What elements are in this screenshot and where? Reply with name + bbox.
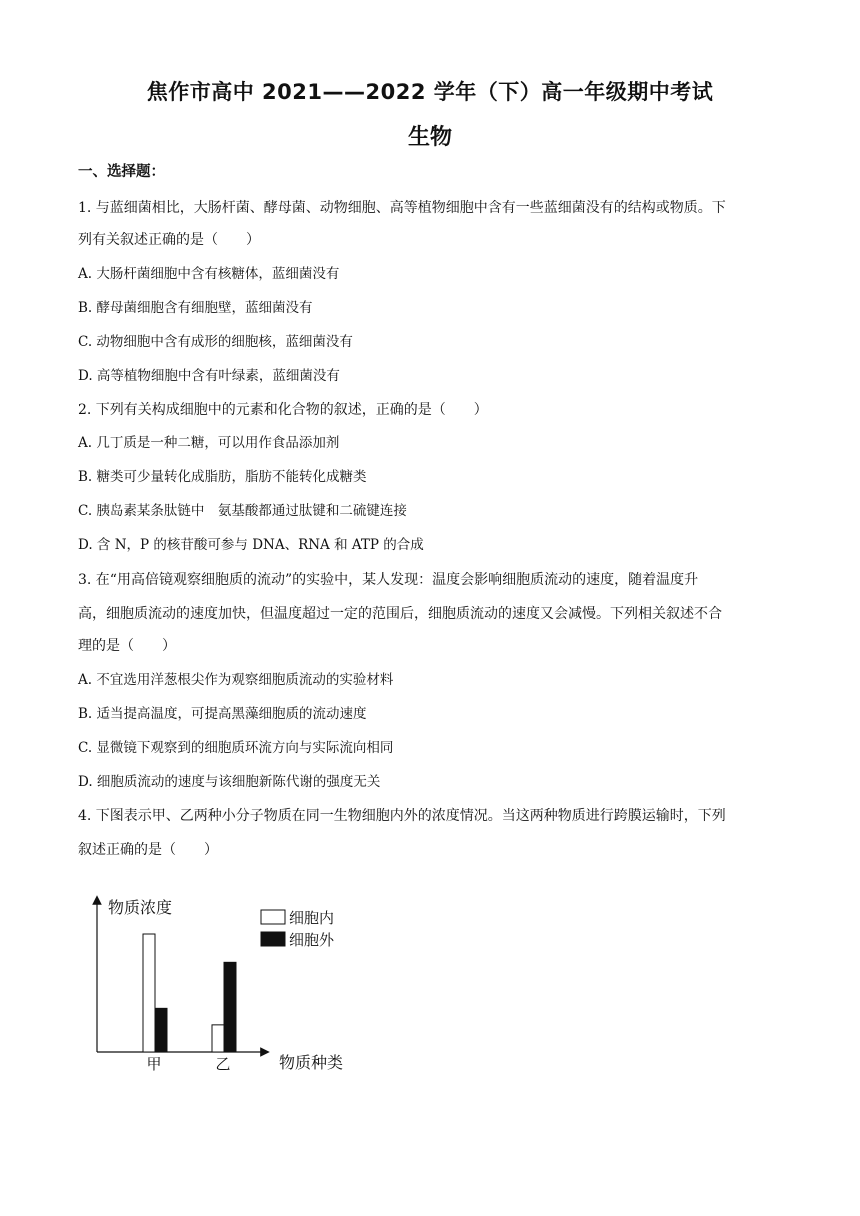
question-1-option-b: B. 酵母菌细胞含有细胞壁，蓝细菌没有 <box>78 300 313 316</box>
bar-甲-细胞内 <box>143 934 155 1052</box>
question-3-option-c: C. 显微镜下观察到的细胞质环流方向与实际流向相同 <box>78 740 394 756</box>
bar-甲-细胞外 <box>155 1008 167 1052</box>
question-2-option-d: D. 含 N，P 的核苷酸可参与 DNA、RNA 和 ATP 的合成 <box>78 537 424 553</box>
question-2-option-a: A. 几丁质是一种二糖，可以用作食品添加剂 <box>78 435 340 451</box>
subject-title: 生物 <box>407 125 452 150</box>
question-3-option-a: A. 不宜选用洋葱根尖作为观察细胞质流动的实验材料 <box>78 672 394 688</box>
question-4-stem-line-1: 4. 下图表示甲、乙两种小分子物质在同一生物细胞内外的浓度情况。当这两种物质进行跨膜运输时，下列 <box>78 808 726 824</box>
question-2-option-c: C. 胰岛素某条肽链中 氨基酸都通过肽键和二硫键连接 <box>78 503 407 519</box>
category-label: 甲 <box>146 1055 162 1073</box>
legend-label: 细胞内 <box>289 909 335 927</box>
question-3-option-d: D. 细胞质流动的速度与该细胞新陈代谢的强度无关 <box>78 774 381 790</box>
question-4-stem-line-2: 叙述正确的是（ ） <box>78 842 218 858</box>
x-axis-label: 物质种类 <box>279 1053 344 1072</box>
question-3-option-b: B. 适当提高温度，可提高黑藻细胞质的流动速度 <box>78 706 367 722</box>
section-heading: 一、选择题： <box>78 164 165 180</box>
question-1-stem-line-2: 列有关叙述正确的是（ ） <box>78 232 260 248</box>
question-1-option-c: C. 动物细胞中含有成形的细胞核，蓝细菌没有 <box>78 334 353 350</box>
question-1-option-a: A. 大肠杆菌细胞中含有核糖体，蓝细菌没有 <box>78 266 340 282</box>
bar-乙-细胞外 <box>224 962 236 1052</box>
y-axis-label: 物质浓度 <box>108 898 173 917</box>
question-2-stem: 2. 下列有关构成细胞中的元素和化合物的叙述，正确的是（ ） <box>78 402 488 418</box>
category-label: 乙 <box>215 1055 231 1073</box>
question-3-stem-line-2: 高，细胞质流动的速度加快，但温度超过一定的范围后，细胞质流动的速度又会减慢。下列相关叙述不合 <box>78 606 722 622</box>
concentration-bar-chart <box>80 892 370 1078</box>
question-3-stem-line-3: 理的是（ ） <box>78 638 176 654</box>
question-1-stem-line-1: 1. 与蓝细菌相比，大肠杆菌、酵母菌、动物细胞、高等植物细胞中含有一些蓝细菌没有的结构或物质。下 <box>78 200 726 216</box>
bar-乙-细胞内 <box>212 1025 224 1052</box>
question-2-option-b: B. 糖类可少量转化成脂肪，脂肪不能转化成糖类 <box>78 469 367 485</box>
exam-title: 焦作市高中 2021——2022 学年（下）高一年级期中考试 <box>146 80 714 104</box>
question-1-option-d: D. 高等植物细胞中含有叶绿素，蓝细菌没有 <box>78 368 340 384</box>
legend-label: 细胞外 <box>289 931 335 949</box>
legend-swatch <box>261 910 285 924</box>
question-3-stem-line-1: 3. 在“用高倍镜观察细胞质的流动”的实验中，某人发现：温度会影响细胞质流动的速度，随着温度升 <box>78 572 699 588</box>
legend-swatch <box>261 932 285 946</box>
